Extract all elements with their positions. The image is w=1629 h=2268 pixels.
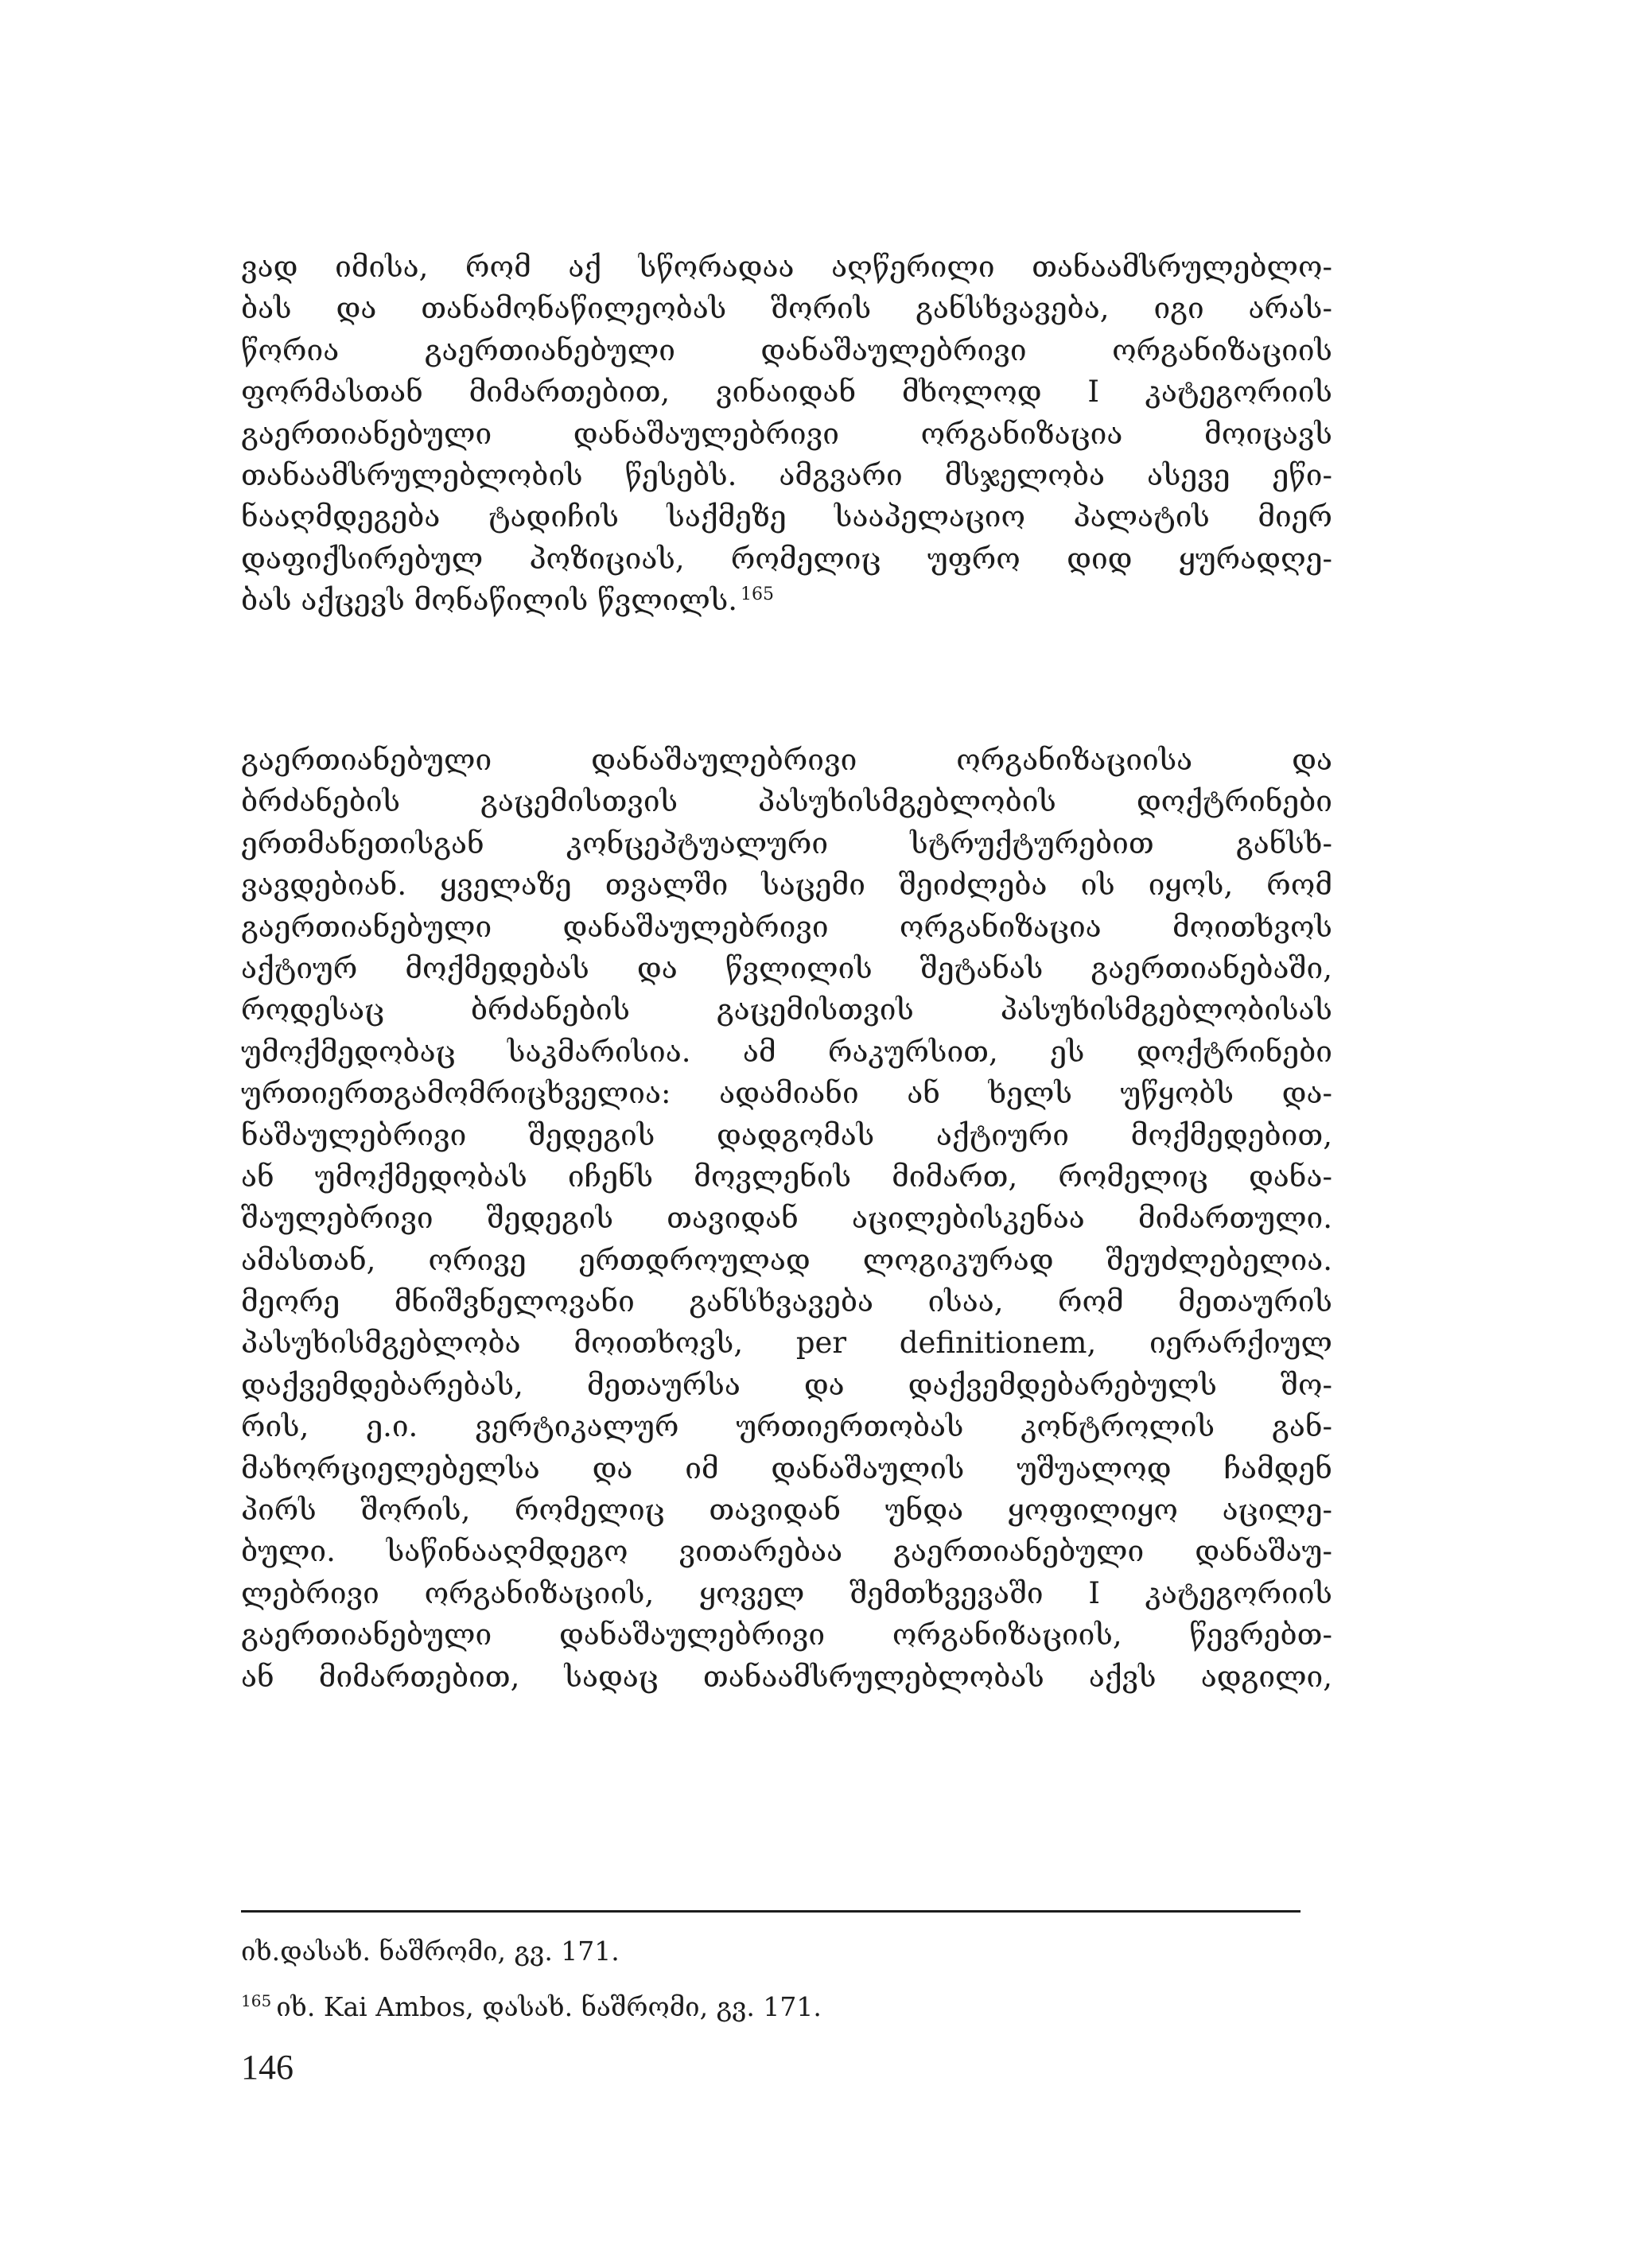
text-line: პასუხისმგებლობა მოითხოვს, per definitionem, იერარქიულ [241,1326,1332,1361]
text-line: ლებრივი ორგანიზაციის, ყოველ შემთხვევაში I კატეგორიის [241,1575,1332,1610]
text-line: რის, ე.ი. ვერტიკალურ ურთიერთობას კონტროლის გან- [241,1409,1332,1444]
text-line: მახორციელებელსა და იმ დანაშაულის უშუალოდ ჩამდენ [241,1451,1332,1485]
text-line: ერთმანეთისგან კონცეპტუალური სტრუქტურებით განსხ- [241,825,1332,860]
text-line: ნაშაულებრივი შედეგის დადგომას აქტიური მოქმედებით, [241,1117,1332,1152]
text-line: უმოქმედობაც საკმარისია. ამ რაკურსით, ეს დოქტრინები [241,1034,1332,1069]
text-line: ბული. საწინააღმდეგო ვითარებაა გაერთიანებული დანაშაუ- [241,1534,1332,1569]
text-line: ამასთან, ორივე ერთდროულად ლოგიკურად შეუძლებელია. [241,1242,1332,1277]
page-number: 146 [241,2048,294,2087]
text-line: ფორმასთან მიმართებით, ვინაიდან მხოლოდ I კატეგორიის [241,375,1332,410]
text-line: აქტიურ მოქმედებას და წვლილის შეტანას გაერთიანებაში, [241,950,1332,985]
footnote-number: 165 [241,1991,272,2010]
text-line: ნააღმდეგება ტადიჩის საქმეზე სააპელაციო პალატის მიერ [241,499,1332,534]
text-line: თანაამსრულებლობის წესებს. ამგვარი მსჯელობა ასევე ეწი- [241,457,1332,492]
footnote-reference[interactable]: 165 [741,584,775,604]
footnote-text: იხ.დასახ. ნაშრომი, გვ. 171. [241,1936,620,1967]
paragraph-1 [241,247,1332,622]
footnote-1 [241,1934,620,1969]
text-line-content: ბას აქცევს მონაწილის წვლილს. [241,583,738,618]
paragraph-2 [241,740,1332,1698]
text-line: პირს შორის, რომელიც თავიდან უნდა ყოფილიყო აცილე- [241,1493,1332,1528]
text-line: ვავდებიან. ყველაზე თვალში საცემი შეიძლება ის იყოს, რომ [241,868,1332,903]
text-line: ან მიმართებით, სადაც თანაამსრულებლობას აქვს ადგილი, [241,1659,1332,1694]
text-line: ბას და თანამონაწილეობას შორის განსხვავება, იგი არას- [241,291,1332,326]
text-line: ვად იმისა, რომ აქ სწორადაა აღწერილი თანაამსრულებლო- [241,250,1332,284]
text-line: წორია გაერთიანებული დანაშაულებრივი ორგანიზაციის [241,332,1332,367]
text-line: გაერთიანებული დანაშაულებრივი ორგანიზაცია მოითხვოს [241,909,1332,944]
text-line: გაერთიანებული დანაშაულებრივი ორგანიზაციის, წევრებთ- [241,1618,1332,1652]
footnote-divider [241,1910,1300,1913]
text-line: დაფიქსირებულ პოზიციას, რომელიც უფრო დიდ ყურადღე- [241,541,1332,576]
footnote-text: იხ. Kai Ambos, დასახ. ნაშრომი, გვ. 171. [276,1991,822,2022]
text-line: ან უმოქმედობას იჩენს მოვლენის მიმართ, რომელიც დანა- [241,1159,1332,1194]
text-line: ურთიერთგამომრიცხველია: ადამიანი ან ხელს უწყობს და- [241,1076,1332,1111]
text-line: მეორე მნიშვნელოვანი განსხვავება ისაა, რომ მეთაურის [241,1284,1332,1319]
text-line: შაულებრივი შედეგის თავიდან აცილებისკენაა მიმართული. [241,1201,1332,1236]
text-line: დაქვემდებარებას, მეთაურსა და დაქვემდებარებულს შო- [241,1367,1332,1402]
text-line-last [241,580,1332,621]
text-line: გაერთიანებული დანაშაულებრივი ორგანიზაცია მოიცავს [241,416,1332,451]
text-line: გაერთიანებული დანაშაულებრივი ორგანიზაციისა და [241,743,1332,777]
footnote-165 [241,1990,822,2025]
text-line: როდესაც ბრძანების გაცემისთვის პასუხისმგებლობისას [241,992,1332,1027]
text-line: ბრძანების გაცემისთვის პასუხისმგებლობის დოქტრინები [241,784,1332,819]
